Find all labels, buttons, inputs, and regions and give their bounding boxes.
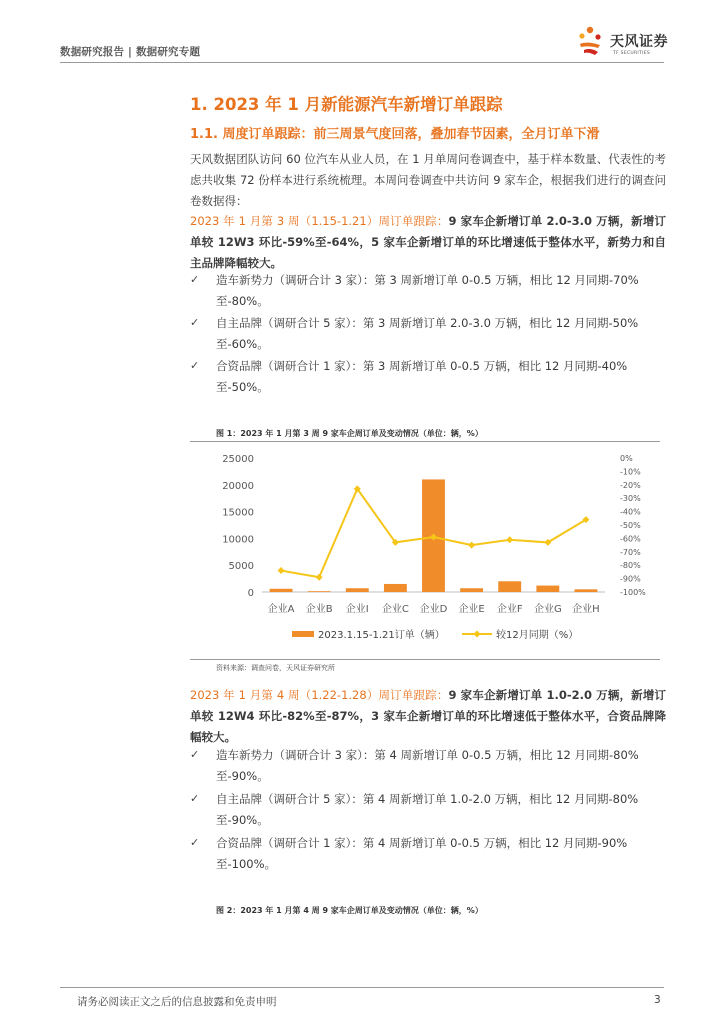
y2-tick-label: -100% bbox=[620, 588, 646, 597]
bar bbox=[308, 591, 331, 592]
week4-text: 9 家车企新增订单 1.0-2.0 万辆，新增订单较 12W4 环比-82%至-87%，3 家车企新增订单的环比增速低于整体水平，合资品牌降幅较大。 bbox=[190, 688, 666, 744]
logo-text-en: TF SECURITIES bbox=[613, 51, 651, 56]
y2-tick-label: -70% bbox=[620, 547, 641, 557]
bar bbox=[346, 588, 369, 592]
week3-bullet: 合资品牌（调研合计 1 家）：第 3 周新增订单 0-0.5 万辆，相比 12 月同期-40%至-50%。 bbox=[216, 359, 628, 394]
intro-paragraph: 天风数据团队访问 60 位汽车从业人员，在 1 月单周问卷调查中，基于样本数量、代表性的考虑共收集 72 份样本进行系统梳理。本周问卷调查中共访问 9 家车企，根据我们进行的调查问卷数据得： bbox=[190, 152, 666, 208]
legend-bar-swatch bbox=[292, 631, 314, 637]
figure1-bottom-rule bbox=[190, 659, 660, 660]
y-tick-label: 10000 bbox=[222, 534, 254, 546]
y2-tick-label: -90% bbox=[620, 574, 641, 584]
bar bbox=[536, 586, 559, 592]
y2-tick-label: -30% bbox=[620, 494, 641, 504]
bar bbox=[460, 588, 483, 592]
x-tick-label: 企业A bbox=[267, 604, 295, 615]
bar bbox=[498, 581, 521, 592]
week4-bullet: 造车新势力（调研合计 3 家）：第 4 周新增订单 0-0.5 万辆，相比 12 月同期-80%至-90%。 bbox=[216, 748, 639, 783]
week4-bullet: 合资品牌（调研合计 1 家）：第 4 周新增订单 0-0.5 万辆，相比 12 月同期-90%至-100%。 bbox=[216, 836, 628, 871]
y-tick-label: 0 bbox=[247, 588, 254, 599]
y-tick-label: 20000 bbox=[222, 480, 254, 492]
figure1-top-rule bbox=[190, 441, 660, 442]
y-tick-label: 15000 bbox=[222, 507, 254, 519]
x-tick-label: 企业B bbox=[305, 604, 333, 615]
x-tick-label: 企业E bbox=[458, 604, 485, 615]
week3-bullet: 自主品牌（调研合计 5 家）：第 3 周新增订单 2.0-3.0 万辆，相比 12 月同期-50%至-60%。 bbox=[216, 316, 639, 351]
bar bbox=[384, 584, 407, 592]
x-tick-label: 企业I bbox=[345, 604, 369, 615]
y2-tick-label: -50% bbox=[620, 521, 641, 530]
legend-bar-label: 2023.1.15-1.21订单（辆） bbox=[318, 630, 445, 641]
week3-paragraph bbox=[190, 211, 666, 274]
y2-tick-label: -10% bbox=[620, 467, 641, 477]
footer-divider bbox=[60, 987, 664, 988]
check-icon: ✓ bbox=[190, 748, 200, 761]
week3-lead: 2023 年 1 月第 3 周（1.15-1.21）周订单跟踪： bbox=[190, 214, 449, 228]
page-number: 3 bbox=[654, 994, 661, 1006]
legend-line-marker bbox=[474, 631, 481, 638]
section-title: 1. 2023 年 1 月新能源汽车新增订单跟踪 bbox=[190, 95, 503, 114]
x-tick-label: 企业H bbox=[572, 604, 600, 615]
y2-tick-label: -80% bbox=[620, 561, 641, 571]
week3-bullet: 造车新势力（调研合计 3 家）：第 3 周新增订单 0-0.5 万辆，相比 12 月同期-70%至-80%。 bbox=[216, 273, 639, 308]
line-point bbox=[506, 536, 513, 543]
line-point bbox=[468, 542, 475, 549]
header-divider bbox=[60, 62, 664, 63]
week4-lead: 2023 年 1 月第 4 周（1.22-1.28）周订单跟踪： bbox=[190, 688, 449, 702]
y2-tick-label: -20% bbox=[620, 480, 641, 490]
y-tick-label: 25000 bbox=[222, 454, 254, 465]
line-point bbox=[278, 567, 285, 574]
check-icon: ✓ bbox=[190, 359, 200, 372]
bar bbox=[270, 589, 293, 592]
line-point bbox=[316, 574, 323, 581]
figure1-title: 图 1：2023 年 1 月第 3 周 9 家车企周订单及变动情况（单位：辆，%） bbox=[216, 429, 483, 438]
week4-paragraph bbox=[190, 685, 666, 748]
legend-line-label: 较12月同期（%） bbox=[496, 630, 579, 641]
figure1-source: 资料来源：调查问卷，天风证券研究所 bbox=[216, 664, 335, 672]
disclaimer-text: 请务必阅读正文之后的信息披露和免责申明 bbox=[77, 996, 277, 1008]
check-icon: ✓ bbox=[190, 273, 200, 286]
y2-tick-label: -40% bbox=[620, 507, 641, 517]
check-icon: ✓ bbox=[190, 316, 200, 329]
logo-text-cn: 天风证券 bbox=[610, 34, 668, 50]
check-icon: ✓ bbox=[190, 836, 200, 849]
y2-tick-label: -60% bbox=[620, 534, 641, 544]
check-icon: ✓ bbox=[190, 792, 200, 805]
figure2-title: 图 2：2023 年 1 月第 4 周 9 家车企周订单及变动情况（单位：辆，%） bbox=[216, 906, 483, 915]
x-tick-label: 企业C bbox=[381, 604, 409, 615]
week4-bullet: 自主品牌（调研合计 5 家）：第 4 周新增订单 1.0-2.0 万辆，相比 12 月同期-80%至-90%。 bbox=[216, 792, 639, 827]
subsection-title: 1.1. 周度订单跟踪：前三周景气度回落，叠加春节因素，全月订单下滑 bbox=[190, 127, 600, 142]
y-tick-label: 5000 bbox=[228, 561, 254, 573]
x-tick-label: 企业F bbox=[496, 604, 523, 615]
report-header: 数据研究报告 | 数据研究专题 bbox=[60, 46, 201, 58]
bar bbox=[575, 589, 598, 592]
week3-text: 9 家车企新增订单 2.0-3.0 万辆，新增订单较 12W3 环比-59%至-64%，5 家车企新增订单的环比增速低于整体水平，新势力和自主品牌降幅较大。 bbox=[190, 214, 666, 270]
y2-tick-label: 0% bbox=[620, 454, 633, 463]
figure1-chart bbox=[200, 448, 660, 653]
x-tick-label: 企业D bbox=[419, 604, 448, 615]
x-tick-label: 企业G bbox=[533, 604, 562, 615]
